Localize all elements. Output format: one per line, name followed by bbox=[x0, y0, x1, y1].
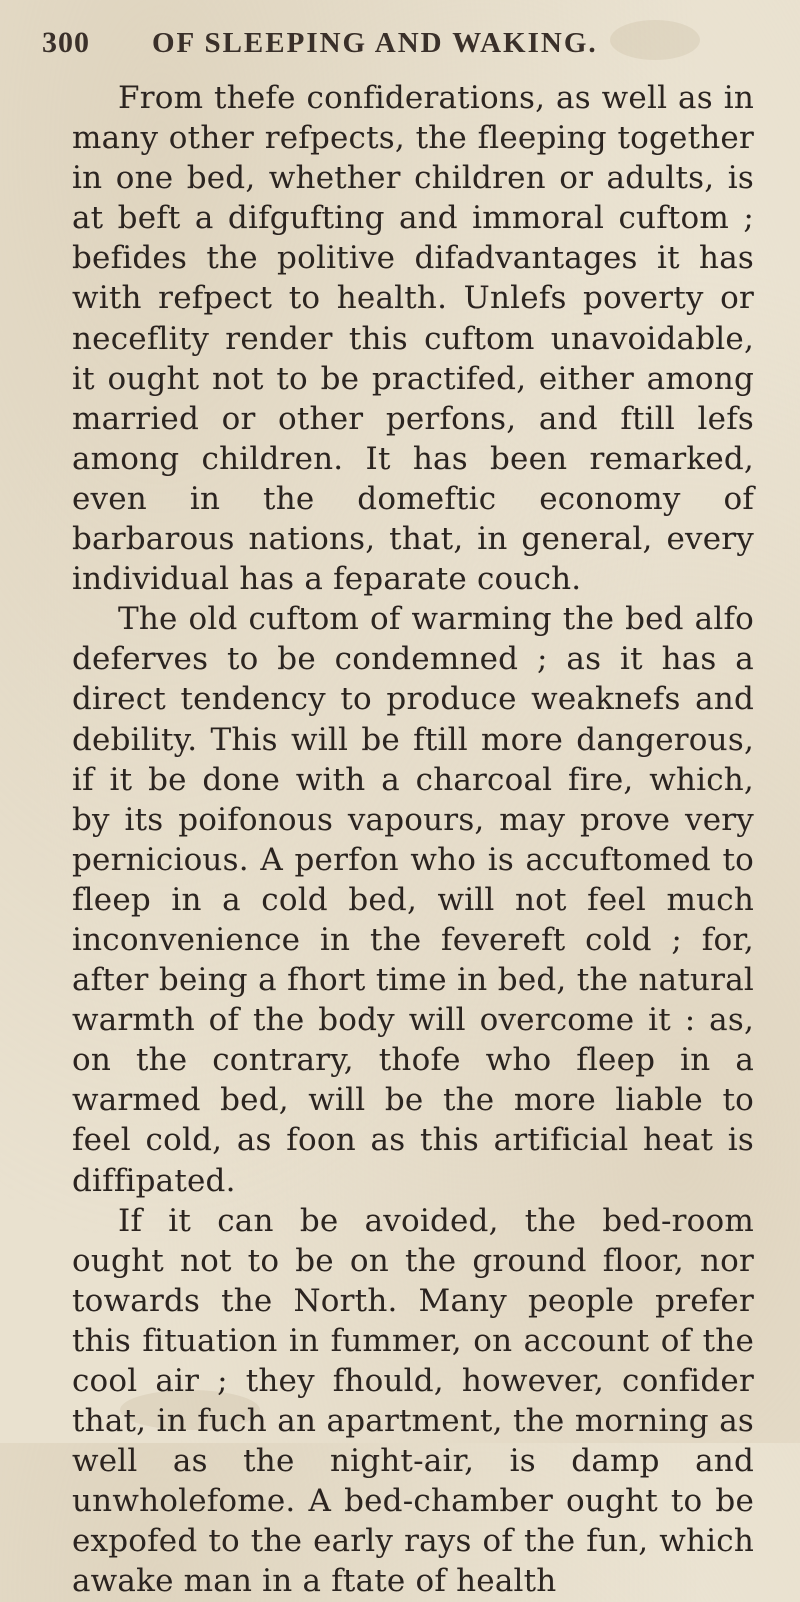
body-text bbox=[72, 78, 754, 1602]
paragraph-warming-bed: The old cuftom of warming the bed alfo deferves to be condemned ; as it has a direct tendency to produce weaknefs and debility. This will be ftill more dangerous, if it be done with a charcoal fire, which, by its poifonous vapours, may prove very pernicious. A perfon who is accuftomed to fleep in a cold bed, will not feel much inconvenience in the fevereft cold ; for, after being a fhort time in bed, the natural warmth of the body will overcome it : as, on the contrary, thofe who fleep in a warmed bed, will be the more liable to feel cold, as foon as this artificial heat is diffipated. bbox=[72, 601, 754, 1199]
running-head bbox=[42, 26, 754, 66]
page-number: 300 bbox=[42, 26, 90, 59]
paragraph-bedroom-location: If it can be avoided, the bed-room ought not to be on the ground floor, nor towards the North. Many people prefer this fituation in fummer, on account of the cool air ; they fhould, however, confider that, in fuch an apartment, the morning as well as the night-air, is damp and unwholefome. A bed-chamber ought to be expofed to the early rays of the fun, which awake man in a ftate of health bbox=[72, 1202, 754, 1600]
running-title: OF SLEEPING AND WAKING. bbox=[152, 27, 598, 59]
paragraph-bedsharing: From thefe confiderations, as well as in many other refpects, the fleeping together in one bed, whether children or adults, is at beft a difgufting and immoral cuftom ; befides the politive difadvantages it has with refpect to health. Unlefs poverty or neceflity render this cuftom unavoidable, it ought not to be practifed, either among married or other perfons, and ftill lefs among children. It has been remarked, even in the domeftic economy of barbarous nations, that, in general, every individual has a feparate couch. bbox=[72, 80, 754, 598]
